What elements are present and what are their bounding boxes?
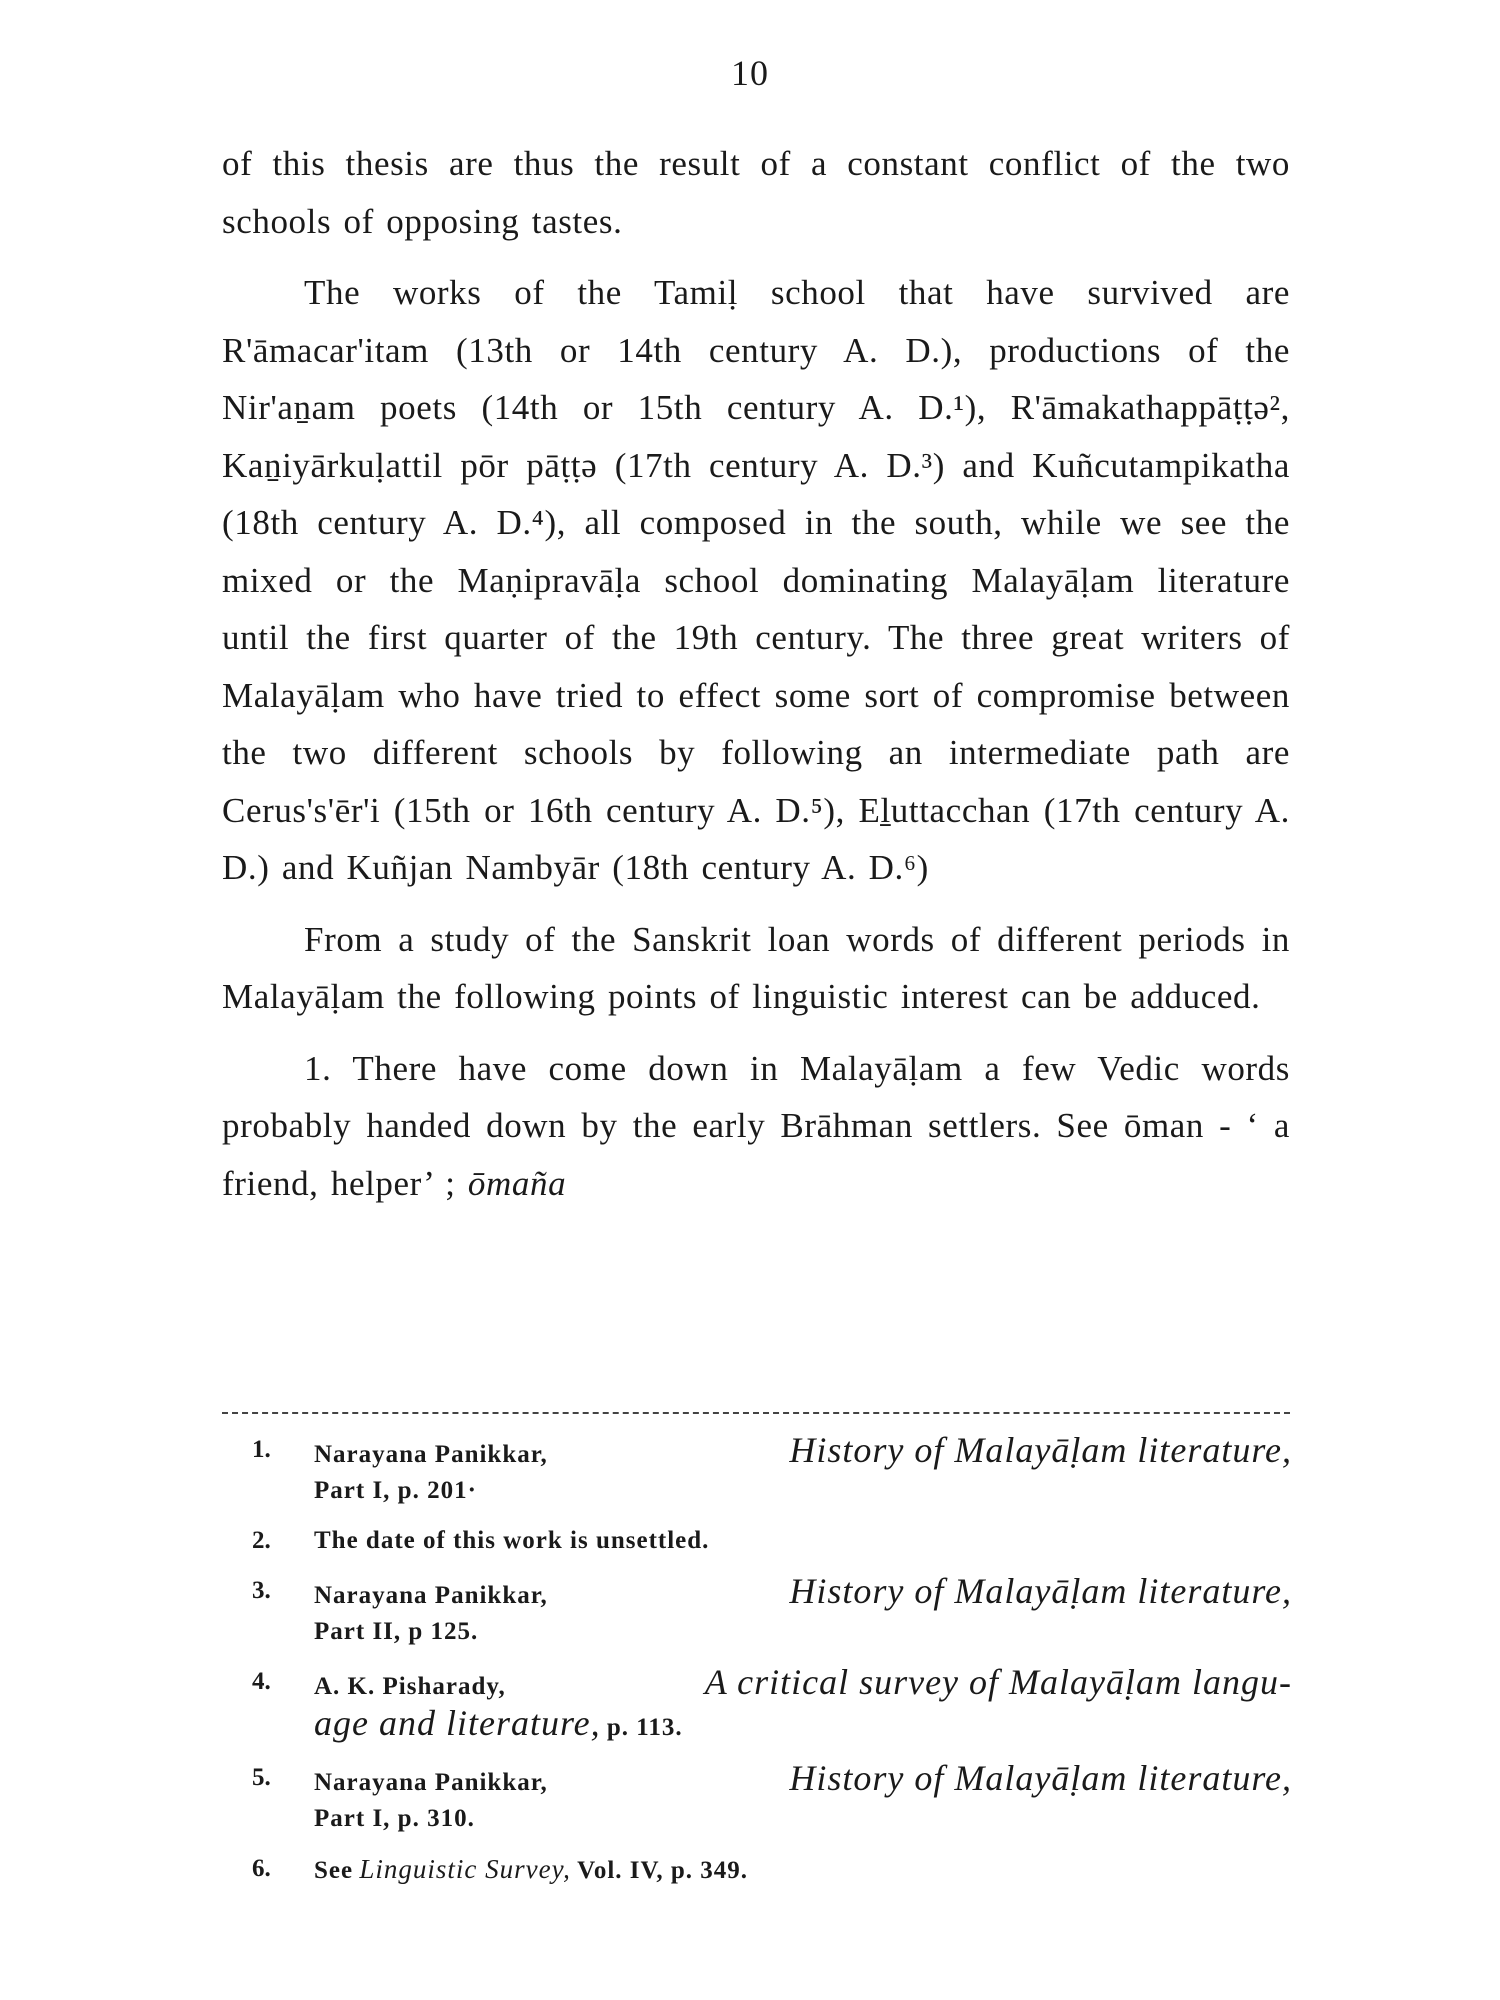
footnotes <box>252 1432 1292 1903</box>
point-1-italic-word: ōmaña <box>467 1163 567 1203</box>
footnote-number: 1. <box>252 1436 271 1463</box>
footnote-author: Narayana Panikkar, <box>314 1582 548 1609</box>
footnote-reference: Part II, p 125. <box>314 1618 479 1645</box>
footnote-title: Linguistic Survey, <box>359 1854 571 1884</box>
footnote-title: History of Malayāḷam literature, <box>789 1758 1292 1798</box>
footnote <box>252 1664 1292 1746</box>
footnote-title-continued: age and literature, <box>314 1703 601 1743</box>
footnote <box>252 1760 1292 1837</box>
footnote-reference: Part I, p. 310. <box>314 1805 475 1832</box>
page-number: 10 <box>731 53 769 93</box>
paragraph-loan-words: From a study of the Sanskrit loan words of different periods in Malayāḷam the following points of linguistic interest can be adduced. <box>222 919 1290 1016</box>
footnote-number: 4. <box>252 1668 271 1695</box>
footnote-reference: Part I, p. 201· <box>314 1477 477 1504</box>
footnote-reference: Vol. IV, p. 349. <box>577 1857 749 1884</box>
paragraph-continuation: of this thesis are thus the result of a constant conflict of the two schools of opposing tastes. <box>222 144 1290 241</box>
footnote-title: A critical survey of Malayāḷam langu- <box>704 1662 1292 1702</box>
footnote-author: Narayana Panikkar, <box>314 1441 548 1468</box>
footnote <box>252 1851 1292 1889</box>
footnote-divider <box>222 1412 1290 1414</box>
paragraph-tamil-school: The works of the Tamiḷ school that have survived are R'āmacar'itam (13th or 14th century A. D.), productions of the Nir'aṉam poets (14th or 15th century A. D.¹), R'āmakathappāṭṭə², Kaṉiyārkuḷattil pōr pāṭṭə (17th century A. D.³) and Kuñcutampikatha (18th century A. D.⁴), all composed in the south, while we see the mixed or the Maṇipravāḷa school dominating Malayāḷam literature until the first quarter of the 19th century. The three great writers of Malayāḷam who have tried to effect some sort of compromise between the two different schools by following an intermediate path are Cerus's'ēr'i (15th or 16th century A. D.⁵), Eḻuttacchan (17th century A. D.) and Kuñjan Nambyār (18th century A. D.⁶) <box>222 273 1290 887</box>
body-text <box>222 135 1290 1226</box>
point-1 <box>222 1040 1290 1213</box>
footnote <box>252 1523 1292 1559</box>
footnote-number: 5. <box>252 1764 271 1791</box>
footnote-number: 2. <box>252 1527 271 1554</box>
footnote-title: History of Malayāḷam literature, <box>789 1571 1292 1611</box>
footnote-prefix: See <box>314 1857 354 1884</box>
footnote-reference: p. 113. <box>606 1714 683 1741</box>
footnote-author: A. K. Pisharady, <box>314 1673 506 1700</box>
footnote-title: History of Malayāḷam literature, <box>789 1430 1292 1470</box>
footnote-text: The date of this work is unsettled. <box>314 1527 710 1554</box>
point-1-text: 1. There have come down in Malayāḷam a few Vedic words probably handed down by the early Brāhman settlers. See ōman - ‘ a friend, helper’ ; <box>222 1048 1290 1203</box>
footnote-number: 3. <box>252 1577 271 1604</box>
footnote-number: 6. <box>252 1855 271 1882</box>
footnote-author: Narayana Panikkar, <box>314 1769 548 1796</box>
footnote <box>252 1573 1292 1650</box>
footnote <box>252 1432 1292 1509</box>
